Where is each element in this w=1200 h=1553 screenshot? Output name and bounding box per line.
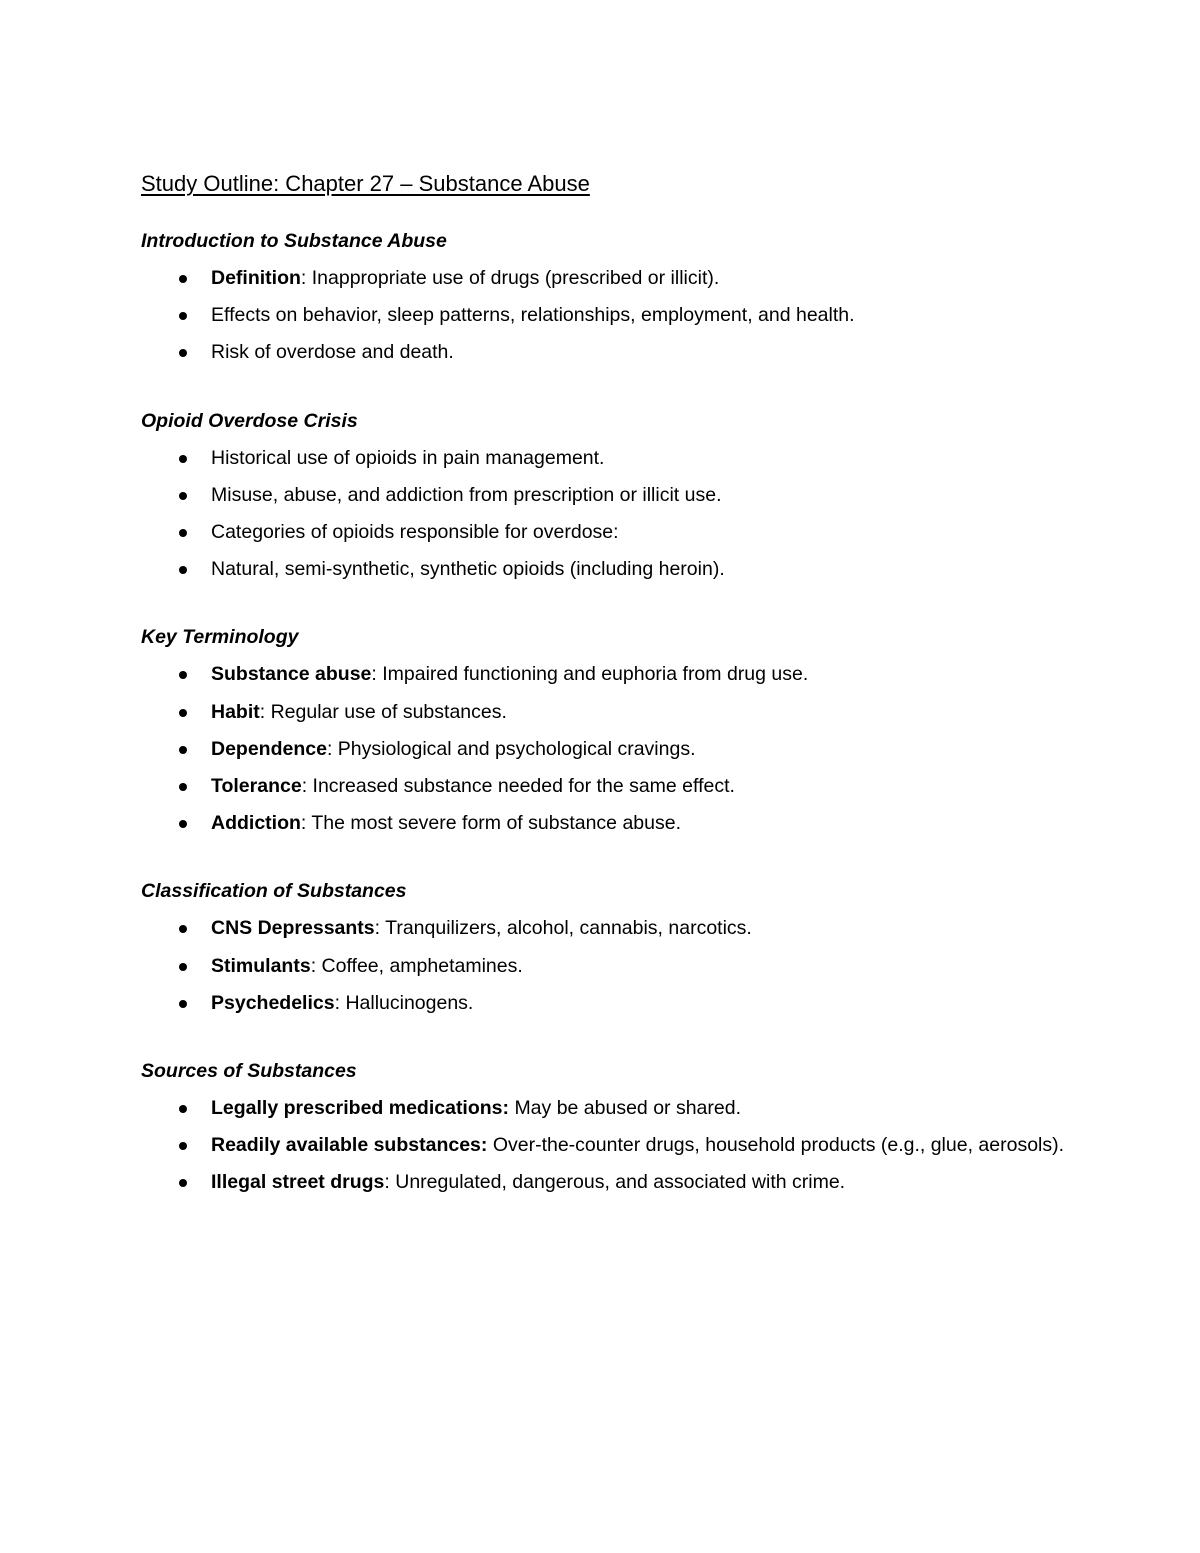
item-separator: :: [300, 267, 312, 289]
item-text: Inappropriate use of drugs (prescribed or illicit).: [311, 267, 720, 289]
bullet-icon: [179, 529, 187, 537]
item-text: Physiological and psychological cravings.: [337, 737, 696, 760]
list-item: [141, 694, 1071, 731]
list-item: [141, 948, 1071, 985]
bullet-list: [141, 260, 1071, 372]
item-term: Substance abuse: [211, 663, 372, 686]
list-item: [141, 440, 1071, 477]
bullet-icon: [179, 671, 187, 679]
item-separator: :: [334, 991, 346, 1014]
item-separator: :: [259, 700, 271, 723]
section-heading: Key Terminology: [141, 626, 299, 649]
item-separator: :: [301, 775, 313, 798]
item-text: Categories of opioids responsible for overdose:: [211, 521, 619, 544]
list-item: [141, 514, 1071, 551]
bullet-icon: [179, 492, 187, 500]
bullet-icon: [179, 746, 187, 754]
list-item: [141, 297, 1071, 334]
item-separator: :: [384, 1171, 396, 1194]
list-item: [141, 731, 1071, 768]
list-item: [141, 910, 1071, 947]
item-text: Increased substance needed for the same effect.: [312, 775, 735, 798]
item-text: Unregulated, dangerous, and associated with crime.: [395, 1171, 846, 1194]
section-heading: Classification of Substances: [141, 880, 407, 903]
list-item: [141, 1090, 1071, 1127]
item-text: Impaired functioning and euphoria from drug use.: [382, 663, 809, 686]
item-text: Risk of overdose and death.: [211, 341, 454, 364]
section-heading: Sources of Substances: [141, 1060, 357, 1083]
bullet-list: [141, 440, 1071, 589]
item-term: Habit: [211, 700, 260, 723]
document-page: [141, 168, 1071, 1233]
item-text: The most severe form of substance abuse.: [311, 812, 681, 835]
item-text: Regular use of substances.: [270, 700, 507, 723]
bullet-list: [141, 910, 1071, 1022]
item-text: Historical use of opioids in pain management.: [211, 446, 605, 469]
item-term: Readily available substances:: [211, 1134, 488, 1157]
outline-sections: [141, 223, 1071, 1202]
outline-section: [141, 1053, 1071, 1202]
item-separator: :: [326, 737, 338, 760]
bullet-icon: [179, 820, 187, 828]
item-term: Addiction: [211, 812, 301, 835]
section-heading: Opioid Overdose Crisis: [141, 409, 358, 432]
list-item: [141, 1164, 1071, 1201]
item-term: Definition: [211, 267, 301, 289]
item-separator: :: [371, 663, 383, 686]
bullet-list: [141, 656, 1071, 842]
bullet-icon: [179, 709, 187, 717]
bullet-list: [141, 1090, 1071, 1202]
page-title: Study Outline: Chapter 27 – Substance Abuse: [141, 171, 590, 196]
item-term: Dependence: [211, 737, 327, 760]
list-item: [141, 656, 1071, 693]
item-term: Psychedelics: [211, 991, 335, 1014]
item-separator: :: [310, 954, 322, 977]
item-text: Tranquilizers, alcohol, cannabis, narcotics.: [385, 917, 752, 940]
list-item: [141, 551, 1071, 588]
outline-section: [141, 403, 1071, 589]
item-term: Tolerance: [211, 775, 302, 798]
item-term: CNS Depressants: [211, 917, 375, 940]
item-text: Natural, semi-synthetic, synthetic opioids (including heroin).: [211, 558, 725, 581]
list-item: [141, 477, 1071, 514]
item-separator: :: [300, 812, 312, 835]
outline-section: [141, 619, 1071, 842]
bullet-icon: [179, 566, 187, 574]
bullet-icon: [179, 349, 187, 357]
item-separator: :: [374, 917, 386, 940]
bullet-icon: [179, 455, 187, 463]
bullet-icon: [179, 925, 187, 933]
item-text: May be abused or shared.: [514, 1097, 741, 1120]
outline-section: [141, 223, 1071, 372]
item-text: Misuse, abuse, and addiction from prescription or illicit use.: [211, 483, 722, 506]
list-item: [141, 768, 1071, 805]
item-text: Over-the-counter drugs, household products (e.g., glue, aerosols).: [492, 1134, 1065, 1157]
bullet-icon: [179, 312, 187, 320]
list-item: [141, 985, 1071, 1022]
list-item: [141, 1127, 1071, 1164]
outline-section: [141, 873, 1071, 1022]
item-term: Stimulants: [211, 954, 311, 977]
section-heading: Introduction to Substance Abuse: [141, 230, 447, 252]
list-item: [141, 334, 1071, 371]
bullet-icon: [179, 1179, 187, 1187]
list-item: [141, 805, 1071, 842]
bullet-icon: [179, 275, 187, 283]
item-term: Illegal street drugs: [211, 1171, 385, 1194]
bullet-icon: [179, 1000, 187, 1008]
bullet-icon: [179, 963, 187, 971]
item-term: Legally prescribed medications:: [211, 1097, 510, 1120]
bullet-icon: [179, 1105, 187, 1113]
list-item: [141, 260, 1071, 297]
item-text: Hallucinogens.: [345, 991, 474, 1014]
bullet-icon: [179, 1142, 187, 1150]
item-text: Coffee, amphetamines.: [321, 954, 523, 977]
item-text: Effects on behavior, sleep patterns, relationships, employment, and health.: [211, 304, 855, 327]
bullet-icon: [179, 783, 187, 791]
